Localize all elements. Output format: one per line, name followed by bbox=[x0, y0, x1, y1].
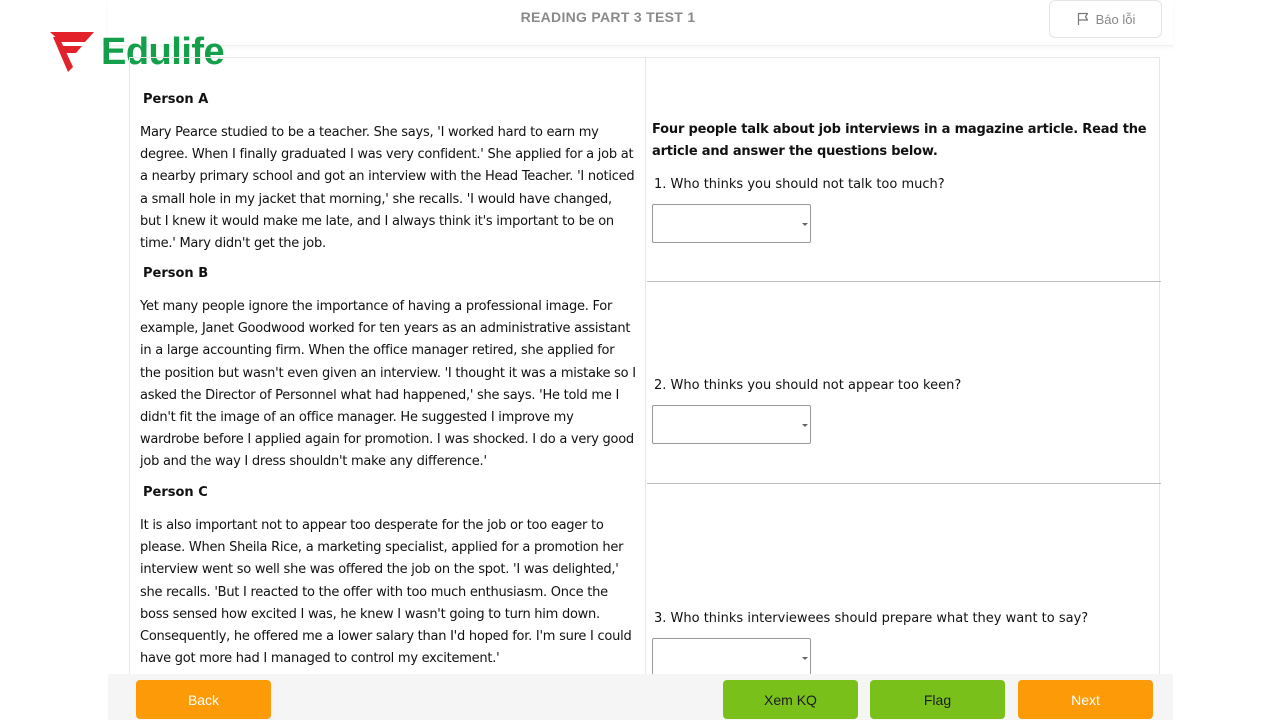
question-text: 2. Who thinks you should not appear too keen? bbox=[654, 378, 962, 393]
person-name: Person A bbox=[143, 92, 209, 107]
report-error-label: Báo lỗi bbox=[1095, 11, 1136, 27]
person-name: Person C bbox=[143, 485, 208, 500]
question-text: 1. Who thinks you should not talk too much? bbox=[654, 177, 945, 192]
logo-text: Edulife bbox=[101, 31, 225, 73]
person-c-section bbox=[140, 485, 636, 670]
dropdown-caret-icon bbox=[802, 223, 808, 226]
view-result-button[interactable]: Xem KQ bbox=[723, 680, 858, 719]
person-text: Mary Pearce studied to be a teacher. She says, 'I worked hard to earn my degree. When I finally graduated I was very confident.' She applied for a job at a nearby primary school and got an interview with the Head Teacher. 'I noticed a small hole in my jacket that morning,' she recalls. 'I would have changed, but I knew it would make me late, and I always think it's important to be on time.' Mary didn't get the job. bbox=[140, 125, 635, 252]
instruction-text: Four people talk about job interviews in a magazine article. Read the article and answer the questions below. bbox=[652, 122, 1147, 159]
next-button[interactable]: Next bbox=[1018, 680, 1153, 719]
question-block-3 bbox=[647, 484, 1161, 675]
test-content bbox=[129, 57, 1160, 674]
person-name: Person B bbox=[143, 266, 209, 281]
reading-passage bbox=[130, 58, 646, 675]
answer-select-3[interactable] bbox=[652, 638, 811, 675]
back-button[interactable]: Back bbox=[136, 680, 271, 719]
answer-select-2[interactable] bbox=[652, 405, 811, 444]
person-a-section bbox=[140, 92, 636, 255]
logo-mark-icon bbox=[49, 31, 95, 73]
question-text: 3. Who thinks interviewees should prepare what they want to say? bbox=[654, 611, 1089, 626]
page-title: READING PART 3 TEST 1 bbox=[520, 9, 696, 25]
question-block-1 bbox=[647, 58, 1161, 282]
person-b-section bbox=[140, 266, 636, 474]
person-text: It is also important not to appear too desperate for the job or too eager to please. When Sheila Rice, a marketing specialist, applied for a promotion her interview went so well she was offered the job on the spot. 'I was delighted,' she recalls. 'But I reacted to the offer with too much enthusiasm. Once the boss sensed how excited I was, he knew I wasn't going to turn him down. Consequently, he offered me a lower salary than I'd hoped for. I'm sure I could have got more had I managed to control my excitement.' bbox=[140, 518, 632, 667]
dropdown-caret-icon bbox=[802, 657, 808, 660]
question-block-2 bbox=[647, 282, 1161, 484]
footer-bar bbox=[108, 674, 1173, 720]
flag-button[interactable]: Flag bbox=[870, 680, 1005, 719]
report-error-button[interactable] bbox=[1049, 0, 1162, 38]
top-header bbox=[108, 0, 1173, 46]
answer-select-1[interactable] bbox=[652, 204, 811, 243]
questions-panel bbox=[647, 58, 1161, 675]
person-text: Yet many people ignore the importance of having a professional image. For example, Janet Goodwood worked for ten years as an administrative assistant in a large accounting firm. When the office manager retired, she applied for the position but wasn't even given an interview. 'I thought it was a mistake so I asked the Director of Personnel what had happened,' she says. 'He told me I didn't fit the image of an office manager. He suggested I improve my wardrobe before I applied again for promotion. I was shocked. I do a very good job and the way I dress shouldn't make any difference.' bbox=[140, 299, 636, 470]
flag-icon bbox=[1076, 12, 1090, 26]
dropdown-caret-icon bbox=[802, 424, 808, 427]
